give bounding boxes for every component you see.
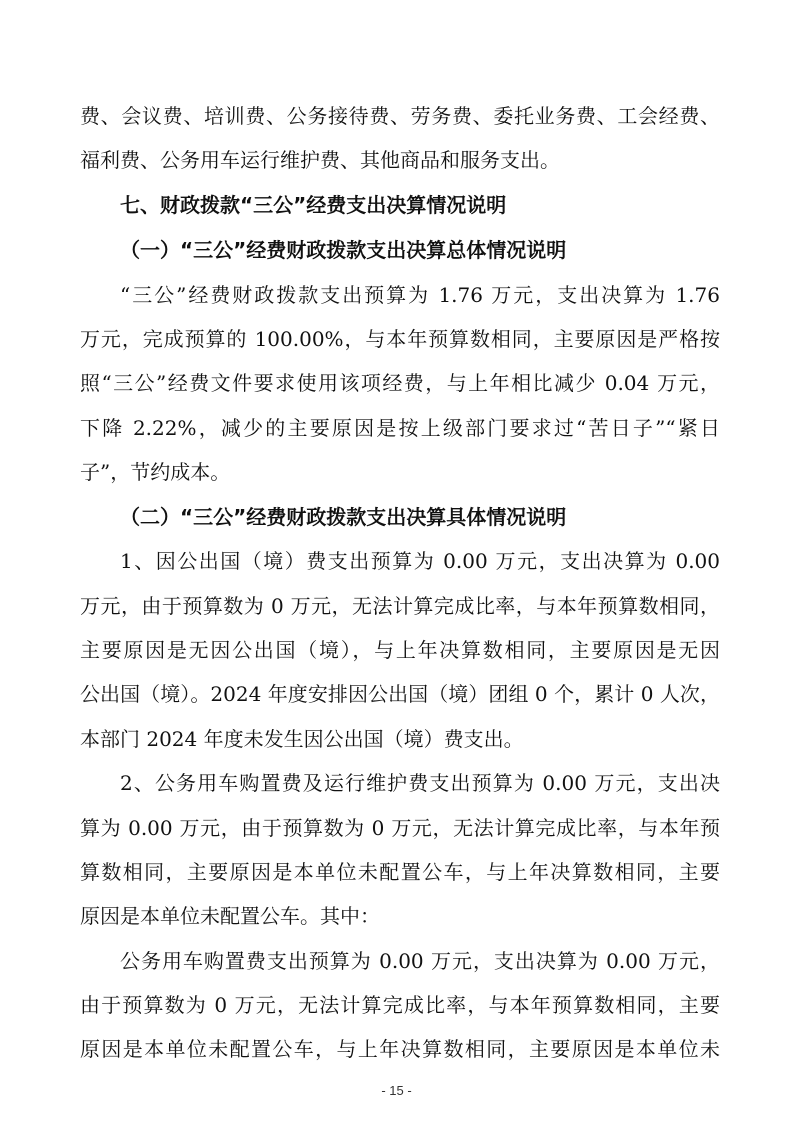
body-text-line: 算为 0.00 万元，由于预算数为 0 万元，无法计算完成比率，与本年预 [80,816,720,840]
body-text-line: 公务用车购置费支出预算为 0.00 万元，支出决算为 0.00 万元， [120,949,720,973]
subsection-heading: （二）“三公”经费财政拨款支出决算具体情况说明 [120,505,567,529]
body-text-line: 万元，由于预算数为 0 万元，无法计算完成比率，与本年预算数相同， [80,594,720,618]
body-text-line: 2、公务用车购置费及运行维护费支出预算为 0.00 万元，支出决 [120,771,720,795]
body-text-line: 本部门 2024 年度未发生因公出国（境）费支出。 [80,727,524,751]
body-text-line: “三公”经费财政拨款支出预算为 1.76 万元，支出决算为 1.76 [120,283,720,307]
subsection-heading: （一）“三公”经费财政拨款支出决算总体情况说明 [120,238,567,262]
body-text-line: 照“三公”经费文件要求使用该项经费，与上年相比减少 0.04 万元， [80,371,720,395]
body-text-line: 万元，完成预算的 100.00%，与本年预算数相同，主要原因是严格按 [80,327,720,351]
body-text-line: 公出国（境）。2024 年度安排因公出国（境）团组 0 个，累计 0 人次， [80,682,720,706]
body-text-line: 算数相同，主要原因是本单位未配置公车，与上年决算数相同，主要 [80,860,720,884]
page-number: - 15 - [381,1083,412,1098]
body-text-line: 由于预算数为 0 万元，无法计算完成比率，与本年预算数相同，主要 [80,993,720,1017]
body-text-line: 下降 2.22%，减少的主要原因是按上级部门要求过“苦日子”“紧日 [80,416,720,440]
body-text-line: 1、因公出国（境）费支出预算为 0.00 万元，支出决算为 0.00 [120,549,720,573]
body-text-line: 主要原因是无因公出国（境），与上年决算数相同，主要原因是无因 [80,638,720,662]
body-text-line: 原因是本单位未配置公车。其中： [80,904,380,928]
body-text-line: 费、会议费、培训费、公务接待费、劳务费、委托业务费、工会经费、 [80,104,720,128]
body-text-line: 福利费、公务用车运行维护费、其他商品和服务支出。 [80,148,560,172]
body-text-line: 原因是本单位未配置公车，与上年决算数相同，主要原因是本单位未 [80,1037,720,1061]
section-heading: 七、财政拨款“三公”经费支出决算情况说明 [120,193,507,217]
body-text-line: 子”，节约成本。 [80,460,231,484]
